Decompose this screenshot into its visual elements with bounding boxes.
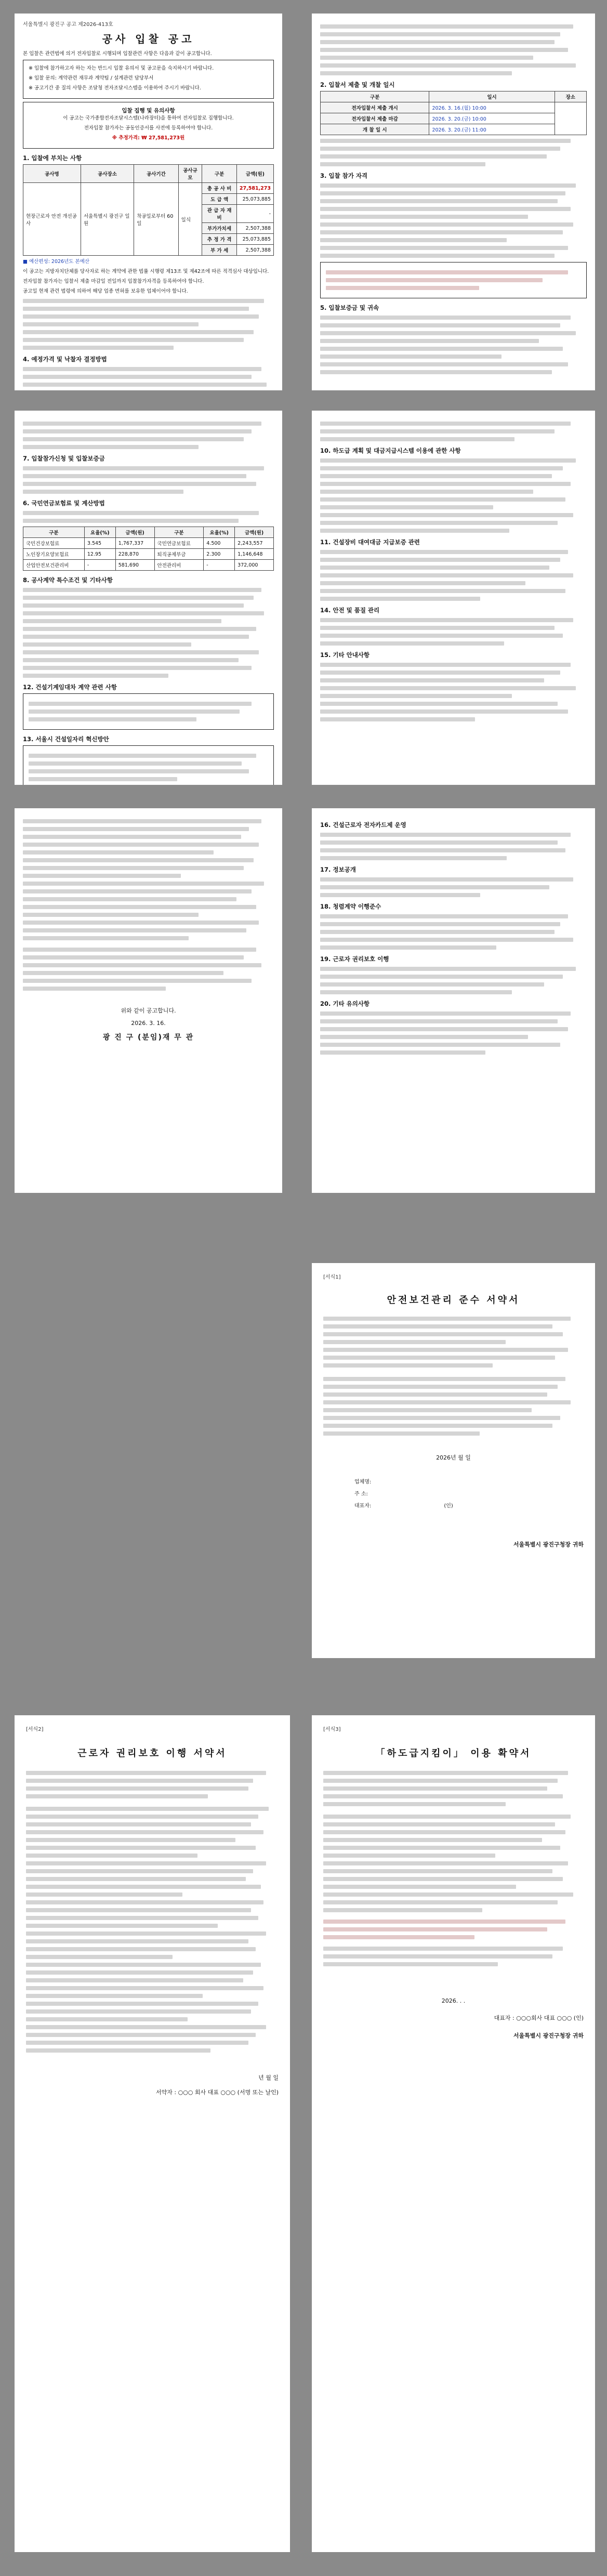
table-row (23, 549, 274, 560)
form-date: 년 월 일 (258, 2074, 279, 2081)
table-cell: 일식 (178, 183, 202, 256)
body-text-block (23, 819, 274, 940)
bullet-item: 전자입찰 참가자는 입찰서 제출 마감일 전일까지 입찰참가자격을 등록하여야 합니다. (23, 279, 204, 284)
table-header: 공사기간 (134, 165, 178, 183)
closing-text: 위와 같이 공고합니다. (121, 1007, 176, 1014)
form-title: 근로자 권리보호 이행 서약서 (77, 1748, 227, 1759)
document-page-1 (15, 14, 282, 390)
body-text-block (320, 24, 587, 75)
body-text-block (323, 1377, 584, 1436)
section-heading: 13. 서울시 건설일자리 혁신방안 (23, 735, 109, 743)
section-heading: 8. 공사계약 특수조건 및 기타사항 (23, 576, 113, 584)
table-cell: 228,870 (115, 549, 154, 560)
section-heading: 11. 건설장비 대여대금 지급보증 관련 (320, 538, 420, 546)
body-text-block (320, 833, 587, 860)
table-header: 구분 (154, 527, 204, 538)
signer-name: 광 진 구 (분임)재 무 관 (102, 1033, 194, 1042)
section-heading: 20. 기타 유의사항 (320, 1000, 370, 1007)
body-text-block (29, 702, 268, 721)
table-header: 공사장소 (81, 165, 134, 183)
notice-box (23, 745, 274, 785)
estimate-label: ※ 추정가격: (112, 135, 140, 141)
table-cell: 도 급 액 (202, 194, 236, 205)
body-text-block (323, 1815, 584, 1912)
document-title: 공사 입찰 공고 (102, 33, 195, 45)
table-cell: 3.545 (84, 538, 115, 549)
body-text-block (29, 754, 268, 781)
table-cell: 25,073,885 (236, 194, 273, 205)
body-text-block (323, 1947, 584, 1966)
section-heading: 4. 예정가격 및 낙찰자 결정방법 (23, 356, 107, 363)
body-text-block (320, 316, 587, 374)
document-page-2-right (312, 411, 595, 785)
document-header: 서울특별시 광진구 공고 제2026-413호 (23, 22, 113, 28)
body-text-block (320, 422, 587, 441)
body-text-block (320, 183, 587, 258)
table-cell: 산업안전보건관리비 (23, 560, 85, 571)
intro-text: 본 입찰은 관련법에 의거 전자입찰로 시행되며 입찰관련 사항은 다음과 같이 공고합니다. (23, 51, 212, 57)
table-cell: 2.300 (204, 549, 235, 560)
document-page-1-right (312, 14, 595, 390)
form-signer: 서약자 : ○○○ 회사 대표 ○○○ (서명 또는 날인) (156, 2089, 279, 2096)
table-cell: 2,507,388 (236, 245, 273, 256)
table-cell: 2026. 3. 20.(금) 11:00 (429, 124, 555, 135)
table-cell: 현장근로자 안전 개선공사 (23, 183, 81, 256)
table-cell: 25,073,885 (236, 234, 273, 245)
body-text-block (23, 948, 274, 991)
section-heading: 16. 건설근로자 전자카드제 운영 (320, 821, 406, 829)
box-line: ※ 입찰에 참가하고자 하는 자는 반드시 입찰 유의서 및 공고문을 숙지하시기 바랍니다. (29, 65, 214, 71)
form-signer: 대표자 : ○○○회사 대표 ○○○ (인) (494, 2015, 584, 2021)
form-worker-pledge (15, 1715, 290, 2552)
table-header: 구분 (23, 527, 85, 538)
table-cell: 착공일로부터 60일 (134, 183, 178, 256)
seal-mark: (인) (444, 1503, 453, 1509)
table-cell: 관 급 자 재 비 (202, 205, 236, 223)
form-subcontract-pledge (312, 1715, 595, 2552)
table-cell: 4.500 (204, 538, 235, 549)
table-cell: 2026. 3. 20.(금) 10:00 (429, 113, 555, 124)
table-row (23, 560, 274, 571)
form-tag: [서식3] (323, 1727, 341, 1732)
form-addressee: 서울특별시 광진구청장 귀하 (513, 1541, 584, 1548)
section-heading: 15. 기타 안내사항 (320, 651, 370, 659)
bullet-item: 이 공고는 지방자치단체를 당사자로 하는 계약에 관한 법률 시행령 제13조 및 제42조에 따른 적격심사 대상입니다. (23, 269, 269, 274)
section-heading: 10. 하도급 계획 및 대금지급시스템 이용에 관한 사항 (320, 447, 461, 454)
body-text-block (23, 299, 274, 350)
form-title: 「하도급지킴이」 이용 확약서 (375, 1748, 532, 1759)
section-heading: 6. 국민연금보험료 및 계산방법 (23, 500, 105, 507)
table-cell: 추 정 가 격 (202, 234, 236, 245)
form-addressee: 서울특별시 광진구청장 귀하 (513, 2032, 584, 2039)
section-heading: 19. 근로자 권리보호 이행 (320, 955, 389, 963)
body-text-block (320, 458, 587, 533)
document-page-3-left (15, 808, 282, 1193)
body-text-block (323, 1920, 584, 1939)
body-text-block (323, 1771, 584, 1806)
form-title: 안전보건관리 준수 서약서 (387, 1295, 520, 1306)
table-cell: - (84, 560, 115, 571)
body-text-block (320, 1011, 587, 1055)
table-cell: 총 공 사 비 (202, 183, 236, 194)
table-header: 요율(%) (204, 527, 235, 538)
table-cell: 노인장기요양보험료 (23, 549, 85, 560)
estimate-line (29, 134, 268, 142)
field-label: 주 소: (354, 1491, 368, 1497)
section-heading: 18. 청렴계약 이행준수 (320, 903, 381, 910)
highlight-box (320, 262, 587, 298)
body-text-block (26, 1807, 279, 2053)
table-header: 공사명 (23, 165, 81, 183)
section-heading: 5. 입찰보증금 및 귀속 (320, 304, 379, 311)
section-heading: 1. 입찰에 부치는 사항 (23, 154, 82, 162)
notice-box (23, 693, 274, 730)
estimate-value: ₩ 27,581,273원 (141, 135, 185, 141)
table-cell: 부 가 세 (202, 245, 236, 256)
table-cell: 1,146,648 (235, 549, 274, 560)
box-line: ※ 공고기간 중 질의 사항은 조달청 전자조달시스템을 이용하여 주시기 바랍니다. (29, 85, 201, 91)
table-cell: 개 찰 일 시 (321, 124, 429, 135)
section-heading: 3. 입찰 참가 자격 (320, 172, 368, 179)
table-row (23, 538, 274, 549)
body-text-block (320, 877, 587, 897)
closing-block (23, 1006, 274, 1042)
table-cell: 2,243,557 (235, 538, 274, 549)
form-date: 2026. . . (441, 1997, 466, 2004)
body-text-block (320, 663, 587, 721)
table-cell: 부가가치세 (202, 223, 236, 234)
body-text-block (23, 466, 274, 494)
table-cell: 안전관리비 (154, 560, 204, 571)
field-label: 대표자: (354, 1503, 372, 1509)
form-safety-pledge (312, 1263, 595, 1658)
table-cell: 2026. 3. 16.(월) 10:00 (429, 102, 555, 113)
form-tag: [서식2] (26, 1727, 44, 1732)
sign-field-company (354, 1477, 584, 1485)
section-heading: 7. 입찰참가신청 및 입찰보증금 (23, 455, 105, 462)
signature-block (354, 1477, 584, 1509)
bullet-item: 공고일 현재 관련 법령에 의하여 해당 업종 면허를 보유한 업체이어야 합니다. (23, 288, 188, 294)
form-tag: [서식1] (323, 1274, 341, 1280)
table-cell: 전자입찰서 제출 개시 (321, 102, 429, 113)
body-text-block (23, 367, 274, 390)
table-header: 금액(원) (235, 527, 274, 538)
table-header: 구분 (202, 165, 236, 183)
insurance-table (23, 527, 274, 571)
table-header: 공사규모 (178, 165, 202, 183)
table-cell: 581,690 (115, 560, 154, 571)
box-line: ※ 입찰 문의: 계약관련 재무과 계약팀 / 설계관련 담당부서 (29, 75, 154, 81)
section-heading: 17. 정보공개 (320, 866, 356, 873)
document-page-2-left (15, 411, 282, 785)
section-heading: 14. 안전 및 품질 관리 (320, 607, 380, 614)
summary-line: 이 공고는 국가종합전자조달시스템(나라장터)을 통하여 전자입찰로 집행합니다. (63, 115, 234, 121)
table-header: 금액(원) (236, 165, 273, 183)
table-cell: 전자입찰서 제출 마감 (321, 113, 429, 124)
body-text-block (23, 588, 274, 678)
form-date: 2026년 월 일 (436, 1454, 471, 1461)
section-heading: 2. 입찰서 제출 및 개찰 일시 (320, 81, 395, 88)
table-cell: - (236, 205, 273, 223)
table-cell: 국민연금보험료 (154, 538, 204, 549)
table-header: 요율(%) (84, 527, 115, 538)
body-text-block (326, 270, 581, 290)
table-header: 일시 (429, 91, 555, 102)
table-cell: 퇴직공제부금 (154, 549, 204, 560)
body-text-block (323, 1317, 584, 1368)
table-cell: 27,581,273 (236, 183, 273, 194)
budget-note: ■ 예산편성: 2026년도 본예산 (23, 259, 90, 265)
table-cell: - (204, 560, 235, 571)
body-text-block (320, 967, 587, 994)
table-header: 장소 (555, 91, 586, 102)
table-cell: 국민건강보험료 (23, 538, 85, 549)
table-header: 구분 (321, 91, 429, 102)
table-cell: 372,000 (235, 560, 274, 571)
body-text-block (320, 618, 587, 646)
field-label: 업체명: (354, 1479, 372, 1485)
table-cell: 12.95 (84, 549, 115, 560)
table-cell: 2,507,388 (236, 223, 273, 234)
summary-title: 입찰 집행 및 유의사항 (122, 108, 175, 114)
body-text-block (320, 914, 587, 950)
summary-line: 전자입찰 참가자는 공동인증서를 사전에 등록하여야 합니다. (84, 125, 213, 131)
body-text-block (23, 511, 274, 523)
table-cell (555, 102, 586, 135)
sign-field-address (354, 1489, 584, 1497)
notice-box (23, 60, 274, 99)
document-page-3-right (312, 808, 595, 1193)
closing-date: 2026. 3. 16. (131, 1020, 166, 1027)
contract-table (23, 164, 274, 256)
body-text-block (26, 1771, 279, 1798)
table-cell: 서울특별시 광진구 일원 (81, 183, 134, 256)
body-text-block (23, 422, 274, 449)
body-text-block (320, 550, 587, 601)
table-header: 금액(원) (115, 527, 154, 538)
schedule-table (320, 91, 587, 135)
body-text-block (320, 139, 587, 166)
summary-box (23, 102, 274, 149)
sign-field-ceo (354, 1501, 584, 1509)
section-heading: 12. 건설기계임대차 계약 관련 사항 (23, 684, 117, 691)
table-cell: 1,767,337 (115, 538, 154, 549)
